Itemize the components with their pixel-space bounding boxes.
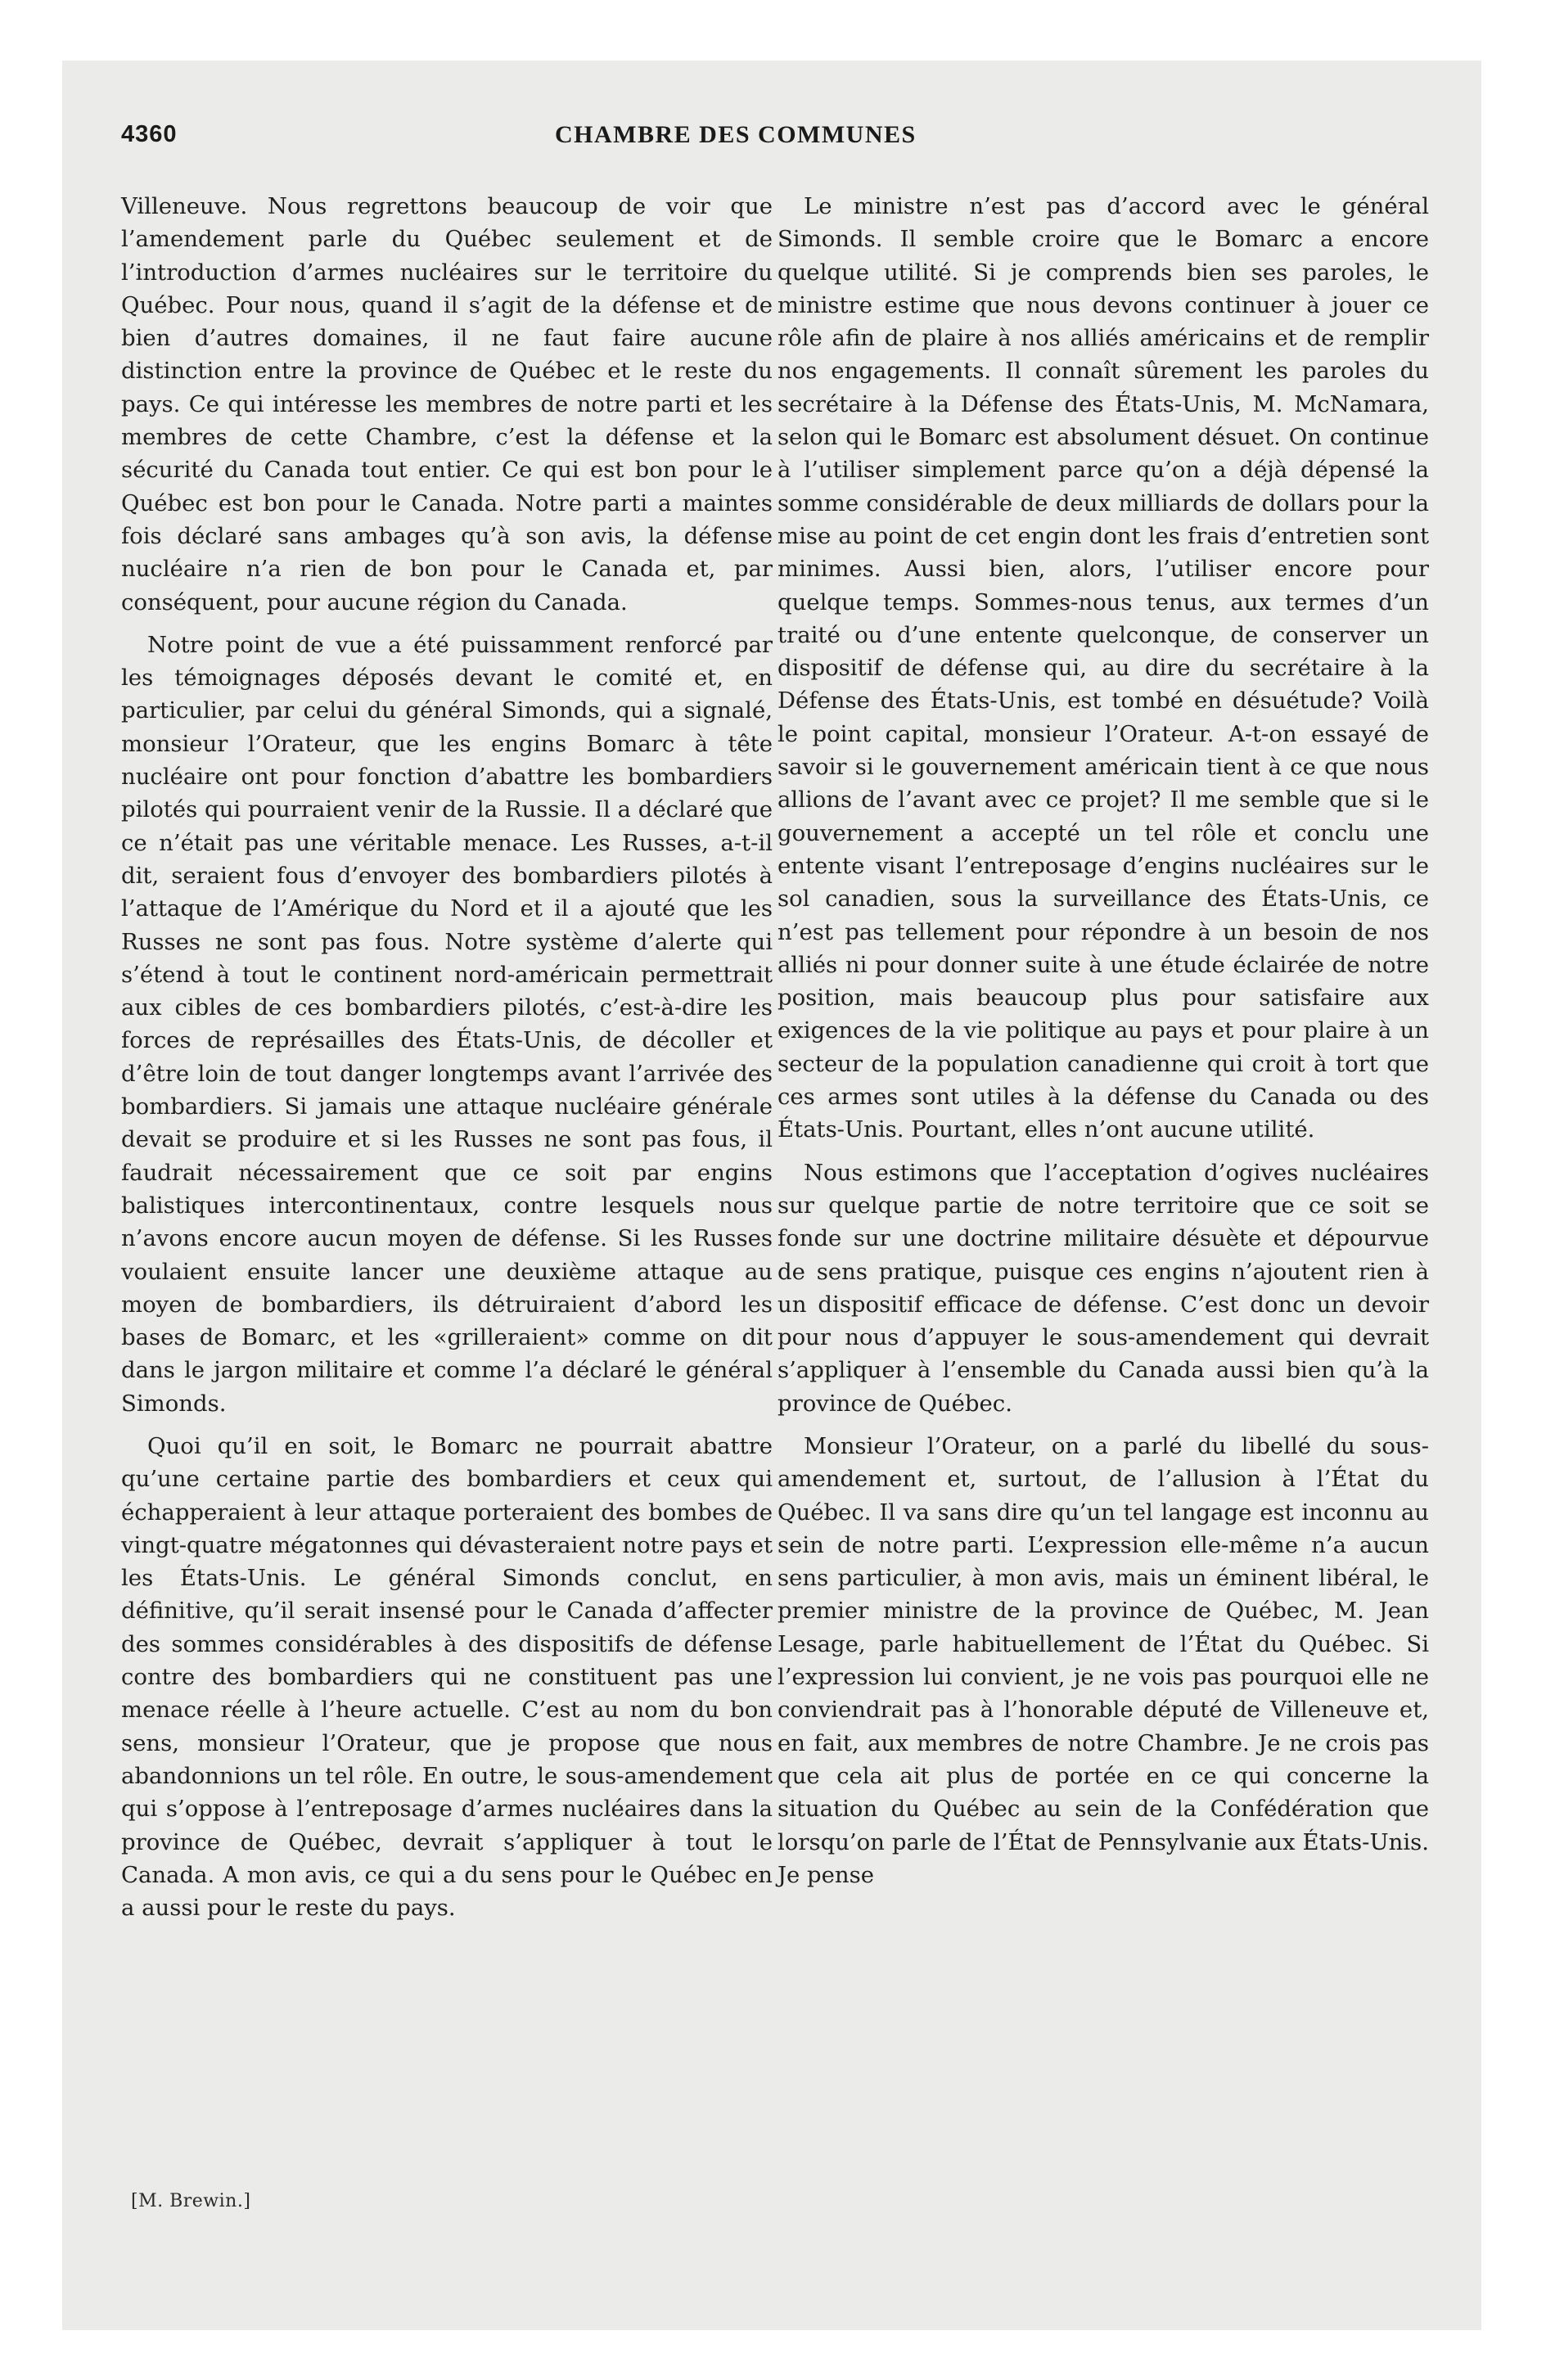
left-column <box>121 190 773 1924</box>
right-paragraph-1: Le ministre n’est pas d’accord avec le général Simonds. Il semble croire que le Bomarc a encore quelque utilité. Si je comprends bien ses paroles, le ministre estime que nous devons continuer à jouer ce rôle afin de plaire à nos alliés américains et de remplir nos engagements. Il connaît sûrement les paroles du secrétaire à la Défense des États-Unis, M. McNamara, selon qui le Bomarc est absolument désuet. On continue à l’utiliser simplement parce qu’on a déjà dépensé la somme considérable de deux milliards de dollars pour la mise au point de cet engin dont les frais d’entretien sont minimes. Aussi bien, alors, l’utiliser encore pour quelque temps. Sommes-nous tenus, aux termes d’un traité ou d’une entente quelconque, de conserver un dispositif de défense qui, au dire du secrétaire à la Défense des États-Unis, est tombé en désuétude? Voilà le point capital, monsieur l’Orateur. A-t-on essayé de savoir si le gouvernement américain tient à ce que nous allions de l’avant avec ce projet? Il me semble que si le gouvernement a accepté un tel rôle et conclu une entente visant l’entreposage d’engins nucléaires sur le sol canadien, sous la surveillance des États-Unis, ce n’est pas tellement pour répondre à un besoin de nos alliés ni pour donner suite à une étude éclairée de notre position, mais beaucoup plus pour satisfaire aux exigences de la vie politique au pays et pour plaire à un secteur de la population canadienne qui croit à tort que ces armes sont utiles à la défense du Canada ou des États-Unis. Pourtant, elles n’ont aucune utilité. <box>778 193 1429 1143</box>
right-paragraph-3: Monsieur l’Orateur, on a parlé du libellé du sous-amendement et, surtout, de l’allusion à l’État du Québec. Il va sans dire qu’un tel langage est inconnu au sein de notre parti. L’expression elle-même n’a aucun sens particulier, à mon avis, mais un éminent libéral, le premier ministre de la province de Québec, M. Jean Lesage, parle habituellement de l’État du Québec. Si l’expression lui convient, je ne vois pas pourquoi elle ne conviendrait pas à l’honorable député de Villeneuve et, en fait, aux membres de notre Chambre. Je ne crois pas que cela ait plus de portée en ce qui concerne la situation du Québec au sein de la Confédération que lorsqu’on parle de l’État de Pennsylvanie aux États-Unis. Je pense <box>778 1432 1429 1888</box>
page-header <box>121 121 1447 157</box>
running-title: CHAMBRE DES COMMUNES <box>555 121 917 148</box>
left-paragraph-1: Villeneuve. Nous regrettons beaucoup de voir que l’amendement parle du Québec seulement et de l’introduction d’armes nucléaires sur le territoire du Québec. Pour nous, quand il s’agit de la défense et de bien d’autres domaines, il ne faut faire aucune distinction entre la province de Québec et le reste du pays. Ce qui intéresse les membres de notre parti et les membres de cette Chambre, c’est la défense et la sécurité du Canada tout entier. Ce qui est bon pour le Québec est bon pour le Canada. Notre parti a maintes fois déclaré sans ambages qu’à son avis, la défense nucléaire n’a rien de bon pour le Canada et, par conséquent, pour aucune région du Canada. <box>121 193 773 615</box>
page-number: 4360 <box>121 121 178 147</box>
speaker-tag: [M. Brewin.] <box>131 2191 251 2211</box>
right-paragraph-2: Nous estimons que l’acceptation d’ogives nucléaires sur quelque partie de notre territoire que ce soit se fonde sur une doctrine militaire désuète et dépourvue de sens pratique, puisque ces engins n’ajoutent rien à un dispositif efficace de défense. C’est donc un devoir pour nous d’appuyer le sous-amendement qui devrait s’appliquer à l’ensemble du Canada aussi bien qu’à la province de Québec. <box>778 1159 1429 1417</box>
right-column <box>778 190 1429 1891</box>
left-paragraph-3: Quoi qu’il en soit, le Bomarc ne pourrait abattre qu’une certaine partie des bombardiers et ceux qui échapperaient à leur attaque porteraient des bombes de vingt-quatre mégatonnes qui dévasteraient notre pays et les États-Unis. Le général Simonds conclut, en définitive, qu’il serait insensé pour le Canada d’affecter des sommes considérables à des dispositifs de défense contre des bombardiers qui ne constituent pas une menace réelle à l’heure actuelle. C’est au nom du bon sens, monsieur l’Orateur, que je propose que nous abandonnions un tel rôle. En outre, le sous-amendement qui s’oppose à l’entreposage d’armes nucléaires dans la province de Québec, devrait s’appliquer à tout le Canada. A mon avis, ce qui a du sens pour le Québec en a aussi pour le reste du pays. <box>121 1432 773 1922</box>
left-paragraph-2: Notre point de vue a été puissamment renforcé par les témoignages déposés devant le comité et, en particulier, par celui du général Simonds, qui a signalé, monsieur l’Orateur, que les engins Bomarc à tête nucléaire ont pour fonction d’abattre les bombardiers pilotés qui pourraient venir de la Russie. Il a déclaré que ce n’était pas une véritable menace. Les Russes, a-t-il dit, seraient fous d’envoyer des bombardiers pilotés à l’attaque de l’Amérique du Nord et il a ajouté que les Russes ne sont pas fous. Notre système d’alerte qui s’étend à tout le continent nord-américain permettrait aux cibles de ces bombardiers pilotés, c’est-à-dire les forces de représailles des États-Unis, de décoller et d’être loin de tout danger longtemps avant l’arrivée des bombardiers. Si jamais une attaque nucléaire générale devait se produire et si les Russes ne sont pas fous, il faudrait nécessairement que ce soit par engins balistiques intercontinentaux, contre lesquels nous n’avons encore aucun moyen de défense. Si les Russes voulaient ensuite lancer une deuxième attaque au moyen de bombardiers, ils détruiraient d’abord les bases de Bomarc, et les «grilleraient» comme on dit dans le jargon militaire et comme l’a déclaré le général Simonds. <box>121 631 773 1417</box>
